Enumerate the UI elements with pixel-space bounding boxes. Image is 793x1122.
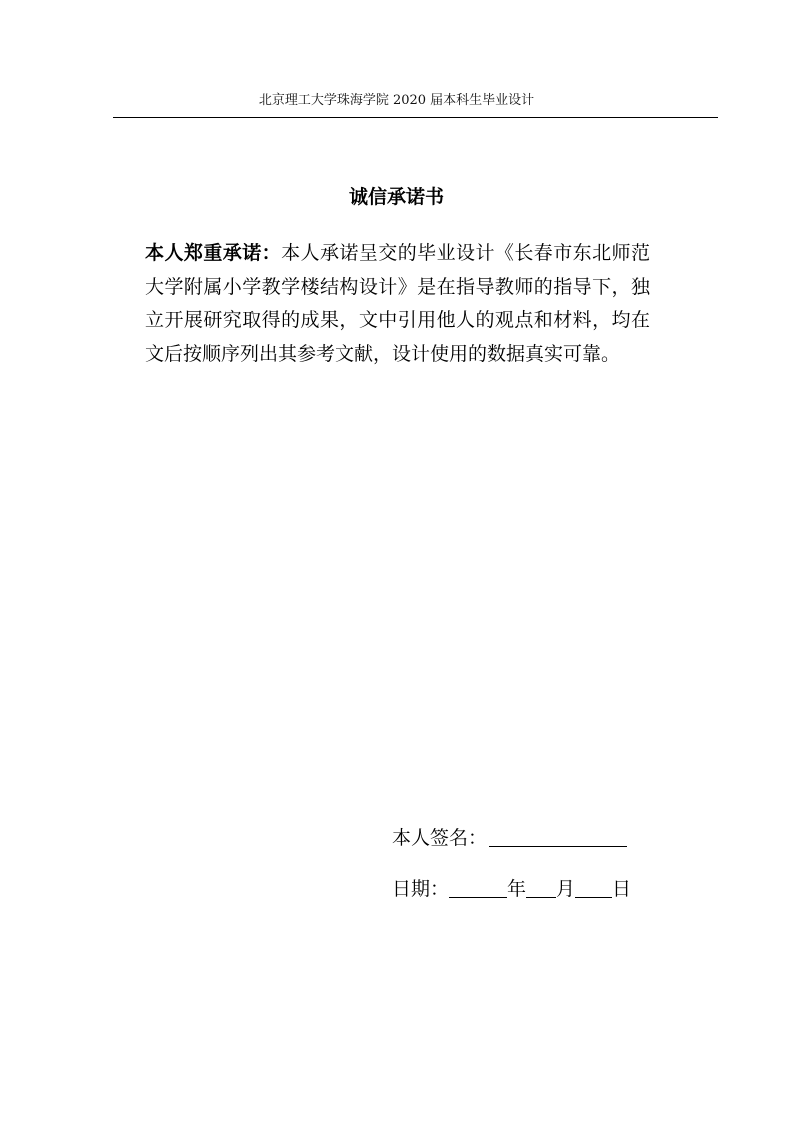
day-blank bbox=[575, 878, 612, 898]
page-title: 诚信承诺书 bbox=[348, 186, 444, 208]
year-blank bbox=[449, 878, 507, 898]
date-row bbox=[392, 876, 631, 902]
day-label: 日 bbox=[612, 878, 632, 900]
pledge-paragraph bbox=[145, 237, 650, 371]
signature-label: 本人签名： bbox=[392, 827, 488, 849]
page-header: 北京理工大学珠海学院 2020 届本科生毕业设计 bbox=[258, 93, 535, 108]
pledge-lead: 本人郑重承诺： bbox=[145, 242, 282, 264]
year-label: 年 bbox=[507, 878, 527, 900]
pledge-body-text: 本人承诺呈交的毕业设计《长春市东北师范大学附属小学教学楼结构设计》是在指导教师的指导下，独立开展研究取得的成果，文中引用他人的观点和材料，均在文后按顺序列出其参考文献，设计使用的数据真实可靠。 bbox=[145, 242, 650, 365]
month-label: 月 bbox=[556, 878, 576, 900]
month-blank bbox=[526, 878, 556, 898]
date-label: 日期： bbox=[392, 878, 450, 900]
header-divider bbox=[113, 117, 718, 118]
signature-blank bbox=[489, 827, 627, 847]
signature-row bbox=[392, 825, 627, 851]
